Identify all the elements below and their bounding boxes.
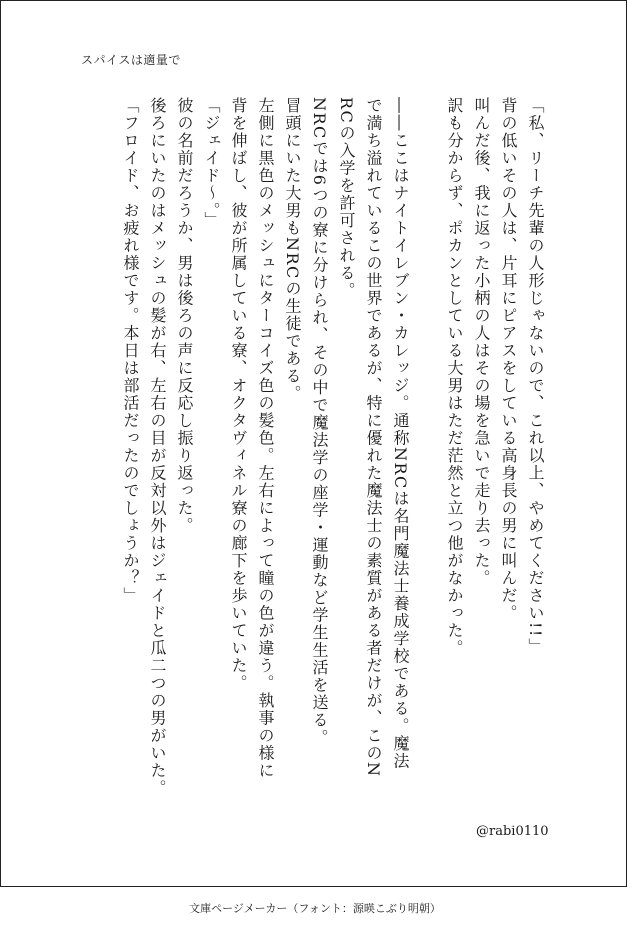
text-line: 叫んだ後、我に返った小柄の人はその場を急いで走り去った。: [472, 97, 491, 587]
text-line: NRCでは6つの寮に分けられ、その中で魔法学の座学・運動など学生生活を送る。: [310, 97, 329, 747]
footer-caption: 文庫ページメーカー（フォント：源暎こぶり明朝）: [189, 902, 441, 915]
text-line: RCの入学を許可される。: [337, 97, 356, 300]
text-line: 「フロイド、お疲れ様です。本日は部活だったのでしょうか？」: [121, 97, 140, 605]
vertical-text-body: [66, 97, 546, 819]
text-line: 「私、リーチ先輩の人形じゃないので、これ以上、やめてください!!」: [526, 97, 545, 656]
text-line: 彼の名前だろうか、男は後ろの声に反応し振り返った。: [175, 97, 194, 535]
text-line: 後ろにいたのはメッシュの髪が右、左右の目が反対以外はジェイドと瓜二つの男がいた。: [148, 97, 167, 797]
author-handle: @rabi0110: [476, 824, 549, 839]
text-line: 訳も分からず、ポカンとしている大男はただ茫然と立つ他がなかった。: [445, 97, 464, 657]
text-line: ――ここはナイトイレブン・カレッジ。通称NRCは名門魔法士養成学校である。魔法: [391, 97, 410, 770]
text-line: 冒頭にいた大男もNRCの生徒である。: [283, 97, 302, 403]
text-line: 背を伸ばし、彼が所属している寮、オクタヴィネル寮の廊下を歩いていた。: [229, 97, 248, 692]
text-line: 左側に黒色のメッシュにターコイズ色の髪色。左右によって瞳の色が違う。執事の様に: [256, 97, 275, 780]
text-line: で満ち溢れているこの世界であるが、特に優れた魔法士の素質がある者だけが、このN: [364, 97, 383, 778]
text-line: 背の低いその人は、片耳にピアスをしている高身長の男に叫んだ。: [499, 97, 518, 622]
blank-line: [416, 97, 438, 819]
story-title: スパイスは適量で: [81, 53, 181, 67]
text-line: 「ジェイド〜。」: [202, 97, 221, 229]
